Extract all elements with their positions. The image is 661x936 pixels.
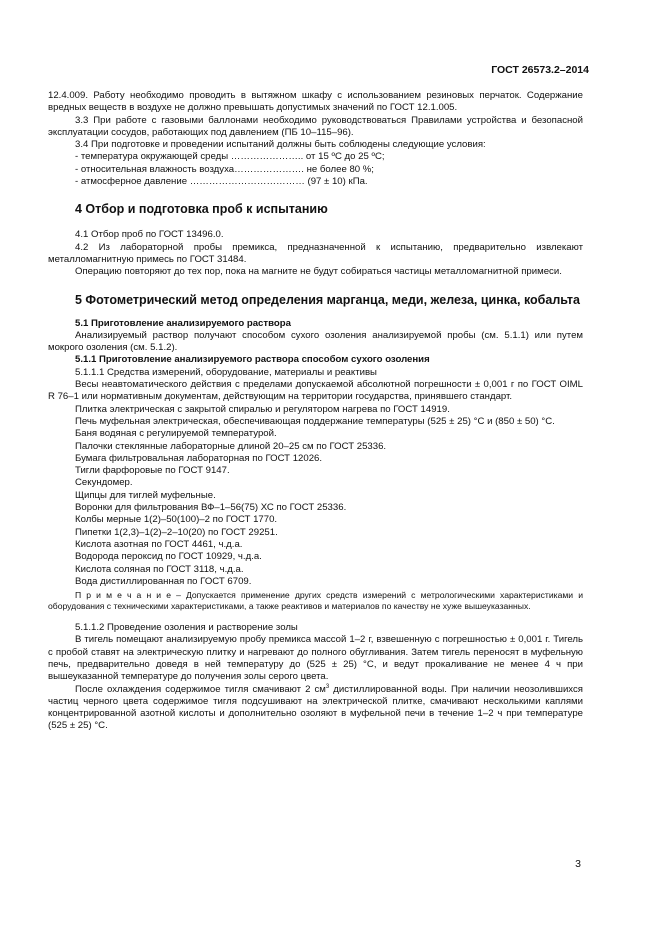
paragraph: 12.4.009. Работу необходимо проводить в вытяжном шкафу с использованием резиновых перчаток. Содержание вредных веществ в воздухе не должно превышать допустимых значений по ГОСТ 12.1.005. xyxy=(48,90,583,114)
page-number: 3 xyxy=(575,858,581,870)
paragraph: 4.2 Из лабораторной пробы премикса, предназначенной к испытанию, предварительно извлекают металломагнитную примесь по ГОСТ 31484. xyxy=(48,241,583,265)
list-item: Баня водяная с регулируемой температурой. xyxy=(75,428,277,440)
list-item: Вода дистиллированная по ГОСТ 6709. xyxy=(75,575,252,587)
list-item: Бумага фильтровальная лабораторная по ГОСТ 12026. xyxy=(75,452,323,464)
paragraph: Анализируемый раствор получают способом сухого озоления анализируемой пробы (см. 5.1.1) или путем мокрого озоления (см. 5.1.2). xyxy=(48,329,583,354)
subsection-heading: 5.1.1 Приготовление анализируемого раствора способом сухого озоления xyxy=(75,354,430,366)
section-heading: 4 Отбор и подготовка проб к испытанию xyxy=(75,202,328,217)
subsection-heading: 5.1 Приготовление анализируемого раствора xyxy=(75,317,291,329)
paragraph: Операцию повторяют до тех пор, пока на магните не будут собираться частицы металломагнитной примеси. xyxy=(75,266,562,278)
list-item: Щипцы для тиглей муфельные. xyxy=(75,489,216,501)
list-item: Воронки для фильтрования ВФ–1–56(75) ХС по ГОСТ 25336. xyxy=(75,502,347,514)
standard-header: ГОСТ 26573.2–2014 xyxy=(491,64,589,76)
text-run: дистиллированной воды. При наличии неозолившихся частиц черного цвета содержимое тигля подсушивают на электрической плитке, смачивают несколькими каплями концентрированной азотной кислоты и дополнительно озоляют в муфельной печи в течение 1–2 ч при температуре (525 ± 25) °С. xyxy=(48,683,583,732)
paragraph: Плитка электрическая с закрытой спиралью и регулятором нагрева по ГОСТ 14919. xyxy=(75,403,450,415)
text-run: После охлаждения содержимое тигля смачивают 2 см xyxy=(75,683,326,695)
paragraph: В тигель помещают анализируемую пробу премикса массой 1–2 г, взвешенную с погрешностью ± 0,001 г. Тигель с пробой ставят на электрическую плитку и нагревают до полного обугливания. Затем тигель переносят в муфельную печь, предварительно доведя в ней температуру до (525 ± 25) °С, и ведут прокаливание не менее 4 ч при вышеуказанной температуре до получения золы серого цвета. xyxy=(48,634,583,683)
paragraph: 4.1 Отбор проб по ГОСТ 13496.0. xyxy=(75,229,224,241)
list-item: Секундомер. xyxy=(75,477,133,489)
paragraph xyxy=(48,684,583,733)
list-item: Колбы мерные 1(2)–50(100)–2 по ГОСТ 1770. xyxy=(75,514,278,526)
list-item: Тигли фарфоровые по ГОСТ 9147. xyxy=(75,465,230,477)
list-item: - температура окружающей среды ………………….. от 15 ºС до 25 ºС; xyxy=(75,151,385,163)
paragraph: 3.3 При работе с газовыми баллонами необходимо руководствоваться Правилами устройства и безопасной эксплуатации сосудов, работающих под давлением (ПБ 10–115–96). xyxy=(48,114,583,138)
list-item: Пипетки 1(2,3)–1(2)–2–10(20) по ГОСТ 29251. xyxy=(75,526,278,538)
list-item: - атмосферное давление ……………………………… (97 ± 10) кПа. xyxy=(75,176,368,188)
list-item: Кислота азотная по ГОСТ 4461, ч.д.а. xyxy=(75,538,243,550)
superscript: 3 xyxy=(325,683,330,690)
note-label: П р и м е ч а н и е xyxy=(75,590,171,601)
note xyxy=(48,590,583,612)
note-text: – Допускается применение других средств измерений с метрологическими характеристиками и оборудования с техническими характеристиками, а также реактивов и материалов по качеству не хуже вышеуказанных. xyxy=(48,590,584,612)
document-body xyxy=(48,90,583,733)
section-heading: 5 Фотометрический метод определения марганца, меди, железа, цинка, кобальта xyxy=(75,292,580,307)
paragraph: Весы неавтоматического действия с пределами допускаемой абсолютной погрешности ± 0,001 г по ГОСТ OIML R 76–1 или нормативным документам, действующим на территории государства, принявшего стандарт. xyxy=(48,379,583,403)
list-item: Водорода пероксид по ГОСТ 10929, ч.д.а. xyxy=(75,551,262,563)
list-item: Кислота соляная по ГОСТ 3118, ч.д.а. xyxy=(75,563,244,575)
list-item: Палочки стеклянные лабораторные длиной 20–25 см по ГОСТ 25336. xyxy=(75,440,387,452)
paragraph: 5.1.1.1 Средства измерений, оборудование, материалы и реактивы xyxy=(75,366,377,378)
paragraph: 3.4 При подготовке и проведении испытаний должны быть соблюдены следующие условия: xyxy=(75,139,486,151)
paragraph: 5.1.1.2 Проведение озоления и растворение золы xyxy=(75,622,298,634)
list-item: - относительная влажность воздуха…………………. не более 80 %; xyxy=(75,163,374,175)
paragraph: Печь муфельная электрическая, обеспечивающая поддержание температуры (525 ± 25) °С и (850 ± 50) °С. xyxy=(75,415,555,427)
